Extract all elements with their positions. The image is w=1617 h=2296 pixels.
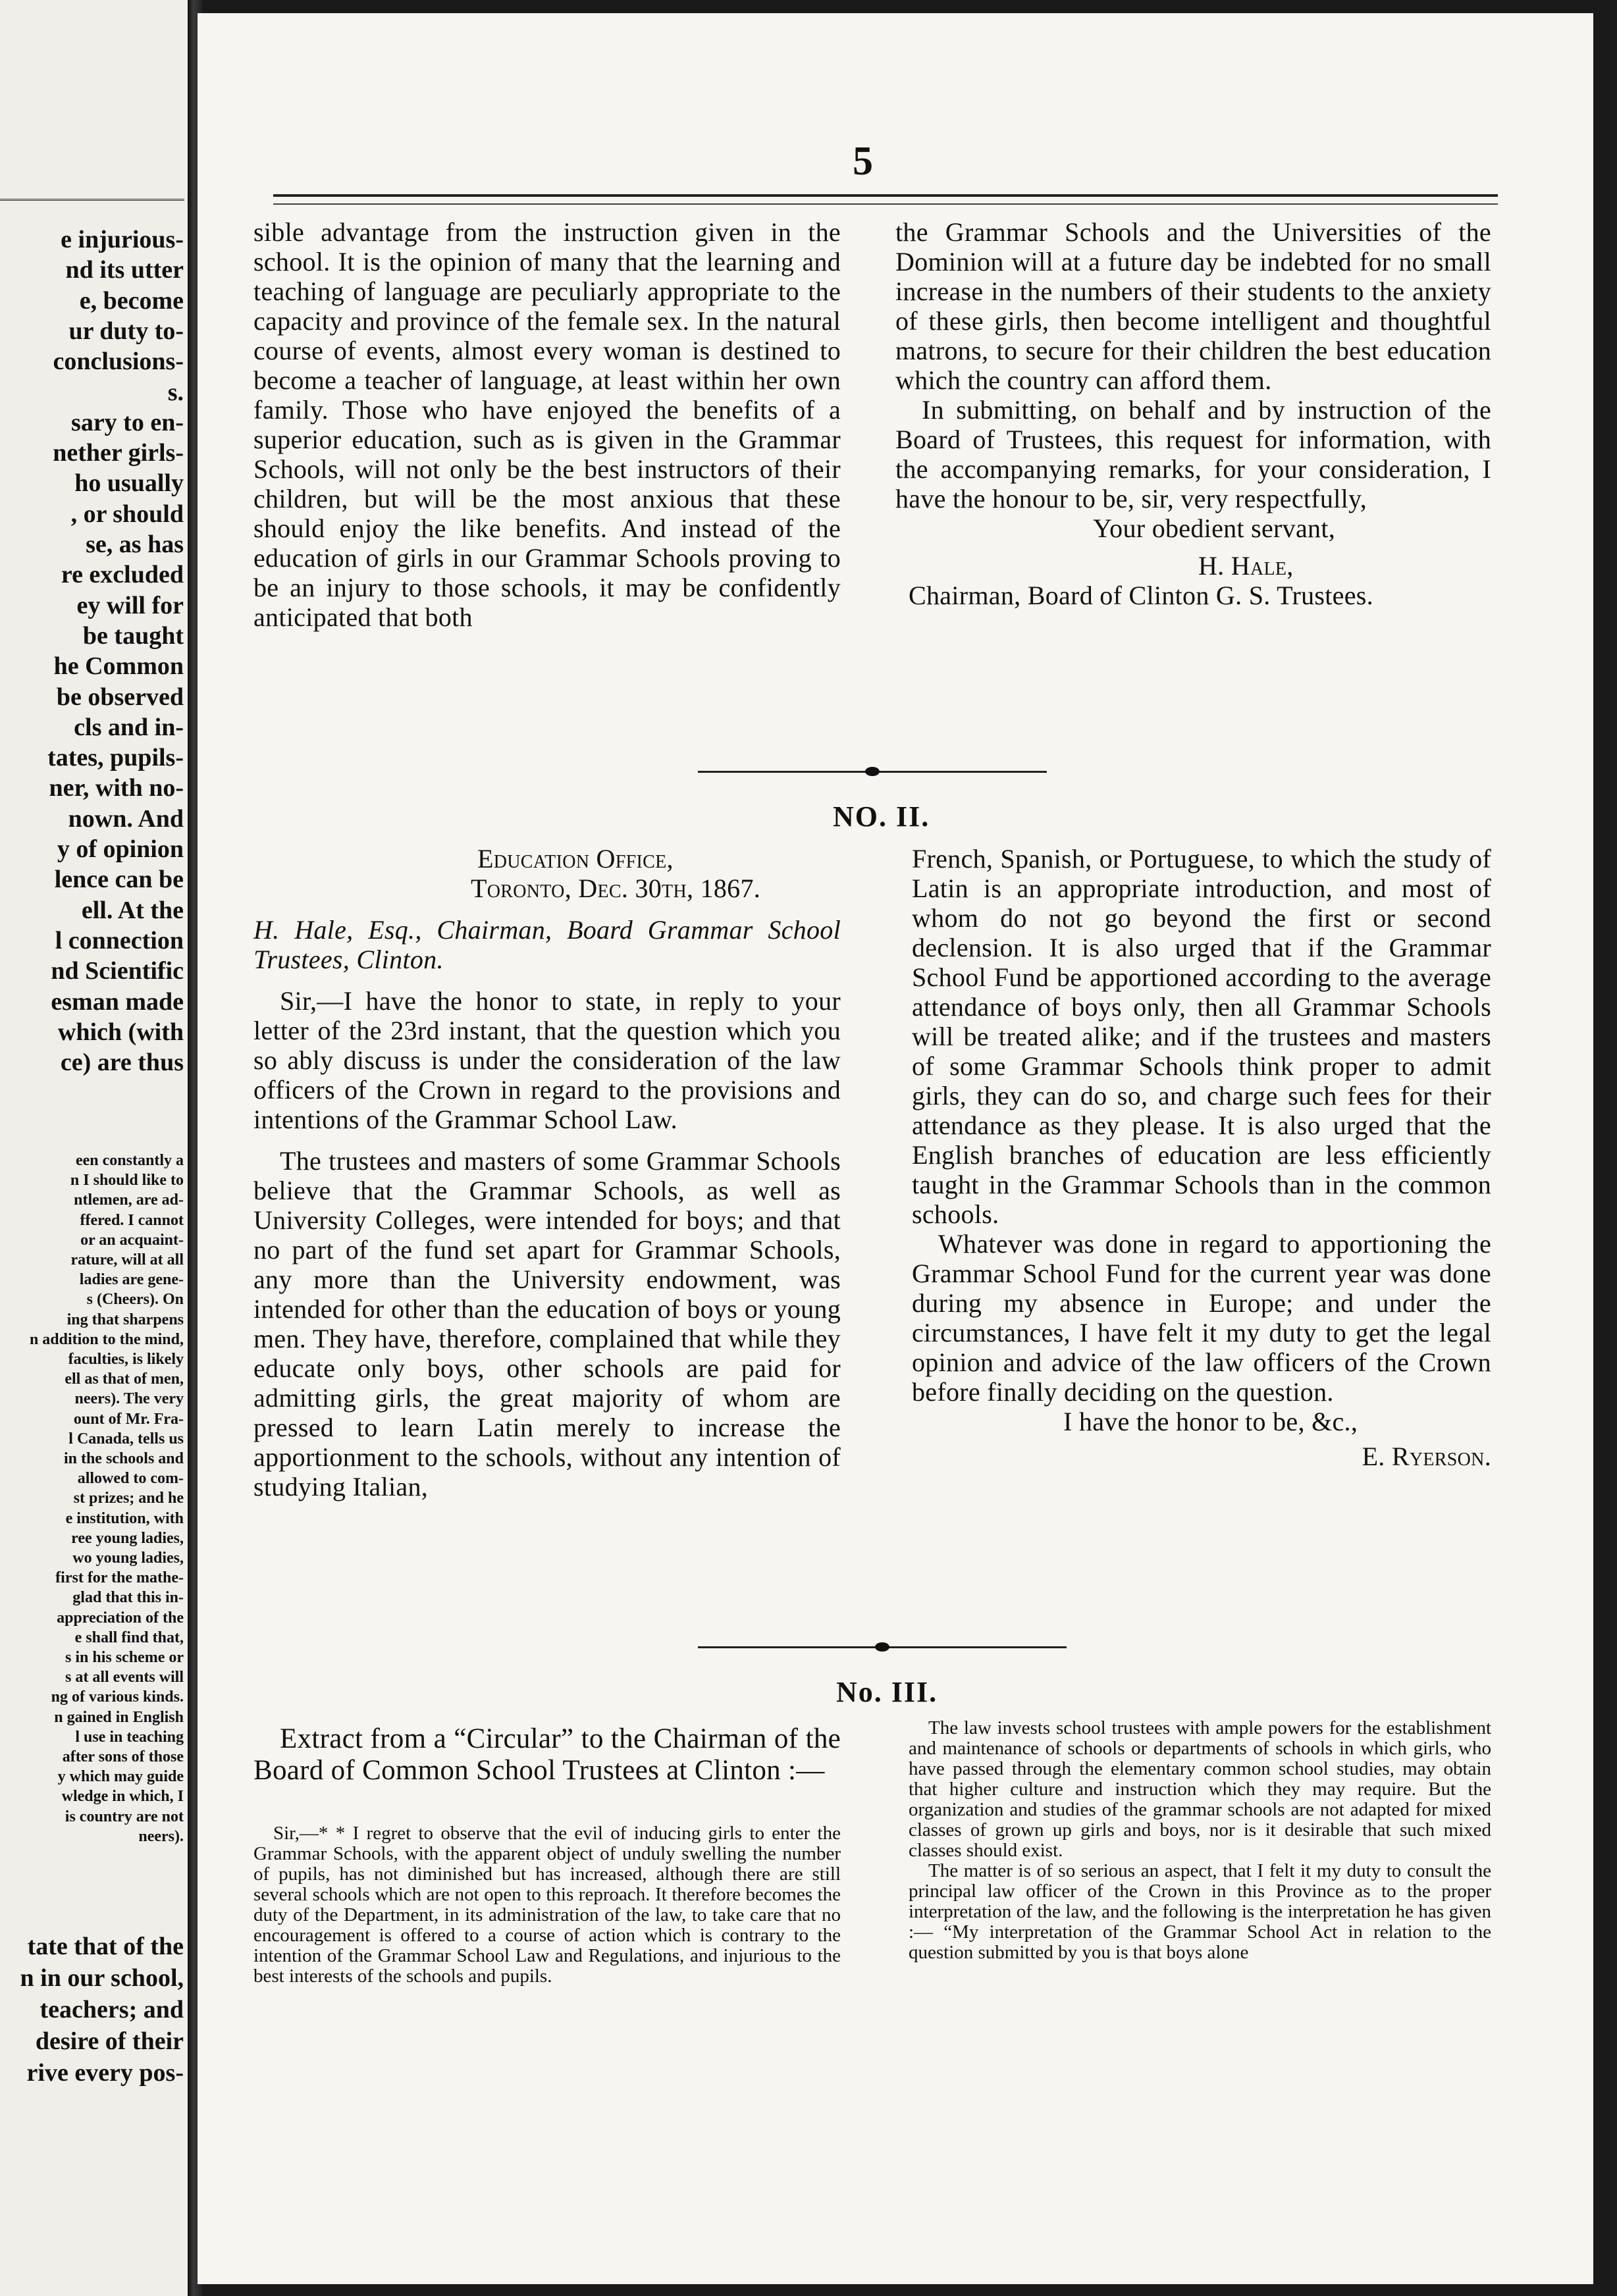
prev-page-line: cls and in-: [74, 713, 184, 741]
prev-page-line: nd Scientific: [51, 957, 184, 985]
prev-page-line: ntlemen, are ad-: [74, 1191, 184, 1209]
prev-page-line: ffered. I cannot: [80, 1211, 184, 1229]
prev-page-line: rature, will at all: [70, 1251, 184, 1268]
prev-page-line: y which may guide: [57, 1768, 184, 1786]
prev-page-line: first for the mathe-: [55, 1569, 184, 1587]
prev-page-line: he Common: [53, 652, 184, 681]
prev-page-line: ree young ladies,: [71, 1529, 184, 1547]
prev-page-line: ner, with no-: [49, 774, 184, 802]
section2-paragraph-1: Sir,—I have the honor to state, in reply to your letter of the 23rd instant, that the question which you so ably discuss is under the consideration of the law officers of the Crown in regard to the provisions and intentions of the Grammar School Law.: [253, 986, 841, 1134]
prev-page-line: s at all events will: [65, 1669, 184, 1686]
prev-page-line: neers).: [138, 1827, 184, 1845]
prev-page-line: ce) are thus: [60, 1049, 184, 1077]
prev-page-line: after sons of those: [62, 1748, 184, 1765]
prev-page-line: nd its utter: [65, 256, 184, 284]
prev-page-line: e institution, with: [65, 1509, 184, 1527]
prev-page-line: se, as has: [86, 531, 184, 558]
prev-page-line: nether girls-: [53, 439, 184, 467]
section3-left-smallprint: [253, 1823, 841, 1987]
prev-page-line: n I should like to: [70, 1172, 184, 1189]
circular-extract-title: Extract from a “Circular” to the Chairman of the Board of Common School Trustees at Clinton :—: [253, 1723, 841, 1786]
prev-page-line: tates, pupils-: [47, 744, 184, 772]
section2-heading: NO. II.: [833, 800, 930, 833]
prev-page-rule: [0, 199, 184, 201]
section2-left-column: [253, 844, 841, 1501]
page-number: 5: [853, 139, 873, 184]
prev-page-line: which (with: [57, 1018, 184, 1046]
prev-page-line: appreciation of the: [57, 1609, 184, 1627]
prev-page-line: ell. At the: [81, 896, 184, 924]
prev-page-line: s in his scheme or: [65, 1649, 184, 1666]
prev-page-line: ng of various kinds.: [51, 1688, 184, 1706]
letter-date: Toronto, Dec. 30th, 1867.: [471, 874, 761, 903]
prev-page-line: tate that of the: [27, 1933, 184, 1960]
section2-paragraph-3: French, Spanish, or Portuguese, to which the study of Latin is an appropriate introduction, and most of whom do not go beyond the first or second declension. It is also urged that if the Grammar School Fund be apportioned according to the average attendance of boys only, then all Grammar Schools will be treated alike; and if the trustees and masters of some Grammar Schools think proper to admit girls, they can do so, and charge such fees for their attendance as they please. It is also urged that the English branches of education are less efficiently taught in the Grammar Schools than in the common schools.: [912, 844, 1491, 1229]
circular-smallprint-right-2: The matter is of so serious an aspect, that I felt it my duty to consult the principal law officer of the Crown in this Province as to the proper interpretation of the law, and the following is the interpretation he has given :— “My interpretation of the Grammar School Act in relation to the question submitted by you is that boys alone: [909, 1860, 1491, 1963]
prev-page-line: ho usually: [74, 469, 184, 498]
prev-page-line: st prizes; and he: [73, 1490, 184, 1507]
prev-page-line: y of opinion: [57, 835, 184, 863]
section-divider-1: [698, 767, 1047, 776]
section2-right-column: [912, 844, 1491, 1471]
section1-right-paragraph-2: In submitting, on behalf and by instruction of the Board of Trustees, this request for information, with the accompanying remarks, for your consideration, I have the honour to be, sir, very respectfully,: [895, 395, 1491, 513]
prev-page-line: l Canada, tells us: [68, 1430, 184, 1448]
prev-page-line: l connection: [55, 926, 184, 954]
prev-page-line: be taught: [82, 621, 184, 650]
prev-page-line: wo young ladies,: [72, 1550, 184, 1567]
prev-page-line: is country are not: [65, 1808, 184, 1825]
prev-page-line: ount of Mr. Fra-: [73, 1410, 184, 1428]
section2-paragraph-2: The trustees and masters of some Grammar Schools believe that the Grammar Schools, as well as University Colleges, were intended for boys; and that no part of the fund set apart for Grammar Schools, any more than the University endowment, was intended for other than the education of boys or young men. They have, therefore, complained that while they educate only boys, other schools are paid for admitting girls, the great majority of whom are pressed to learn Latin merely to increase the apportionment to the schools, without any intention of studying Italian,: [253, 1146, 841, 1501]
letter-signature-hale: H. Hale,: [1198, 551, 1294, 581]
prev-page-line: s (Cheers). On: [86, 1291, 184, 1309]
prev-page-line: glad that this in-: [72, 1589, 184, 1607]
prev-page-line: or an acquaint-: [80, 1231, 184, 1249]
letter-signature-ryerson: E. Ryerson.: [1362, 1442, 1491, 1471]
prev-page-line: lence can be: [54, 866, 184, 894]
prev-page-line: esman made: [51, 987, 184, 1016]
prev-page-line: n gained in English: [54, 1708, 184, 1726]
prev-page-line: e injurious-: [61, 226, 184, 253]
prev-page-line: desire of their: [35, 2027, 184, 2055]
prev-page-line: , or should: [70, 500, 184, 528]
prev-page-line: nown. And: [68, 804, 184, 833]
prev-page-line: faculties, is likely: [68, 1351, 184, 1368]
prev-page-line: wledge in which, I: [61, 1788, 184, 1806]
previous-page-strip: [0, 0, 188, 2296]
section3-heading: No. III.: [836, 1676, 938, 1708]
prev-page-line: conclusions-: [53, 348, 184, 376]
prev-page-line: n addition to the mind,: [29, 1330, 184, 1348]
circular-smallprint-left: Sir,—* * I regret to observe that the evil of inducing girls to enter the Grammar Schools, with the apparent object of unduly swelling the number of pupils, has not diminished but has increased, although there are still several schools which are not open to this reproach. It therefore becomes the duty of the Department, in its administration of the law, to take care that no encouragement is offered to a course of action which is contrary to the intention of the Grammar School Law and Regulations, and injurious to the best interests of the schools and pupils.: [253, 1823, 841, 1987]
education-office-line: Education Office,: [477, 844, 674, 874]
prev-page-line: in the schools and: [63, 1450, 184, 1467]
prev-page-line: sary to en-: [71, 408, 184, 436]
section3-intro: [253, 1723, 841, 1787]
circular-smallprint-right-1: The law invests school trustees with ample powers for the establishment and maintenance of schools or departments of schools in which girls, who have passed through the elementary common school studies, may obtain that higher culture and instruction which they may require. But the organization and studies of the grammar schools are not adapted for mixed classes of grown up girls and boys, nor is it desirable that such mixed classes should exist.: [909, 1717, 1491, 1861]
section-divider-2: [698, 1642, 1067, 1652]
section1-left-text: sible advantage from the instruction given in the school. It is the opinion of many that the learning and teaching of language are peculiarly appropriate to the capacity and province of the female sex. In the natural course of events, almost every woman is destined to become a teacher of language, at least within her own family. Those who have enjoyed the benefits of a superior education, such as is given in the Grammar Schools, will not only be the best instructors of their children, but will be the most anxious that these should enjoy the like benefits. And instead of the education of girls in our Grammar Schools proving to be an injury to those schools, it may be confidently anticipated that both: [253, 217, 841, 632]
section1-right-column: [895, 217, 1491, 610]
letter-addressee: H. Hale, Esq., Chairman, Board Grammar School Trustees, Clinton.: [253, 915, 841, 974]
prev-page-line: ell as that of men,: [65, 1370, 184, 1388]
prev-page-line: s.: [167, 378, 184, 406]
prev-page-line: ey will for: [76, 591, 184, 619]
prev-page-line: ing that sharpens: [66, 1311, 184, 1328]
prev-page-line: neers). The very: [74, 1390, 184, 1408]
prev-page-line: een constantly a: [76, 1152, 184, 1169]
letter-closing: Your obedient servant,: [1093, 513, 1336, 543]
prev-page-line: e, become: [79, 286, 184, 315]
prev-page-line: ur duty to-: [68, 317, 184, 345]
prev-page-line: allowed to com-: [77, 1470, 184, 1488]
letter-signature-title: Chairman, Board of Clinton G. S. Trustees.: [909, 581, 1373, 610]
header-rule: [273, 194, 1498, 205]
prev-page-line: rive every pos-: [26, 2059, 184, 2087]
section2-paragraph-4: Whatever was done in regard to apportioning the Grammar School Fund for the current year was done during my absence in Europe; and under the circumstances, I have felt it my duty to get the legal opinion and advice of the law officers of the Crown before finally deciding on the question.: [912, 1229, 1491, 1407]
prev-page-line: be observed: [56, 683, 184, 711]
prev-page-line: e shall find that,: [74, 1629, 184, 1646]
prev-page-line: teachers; and: [40, 1996, 184, 2023]
prev-page-line: ladies are gene-: [79, 1271, 184, 1289]
section2-closing: I have the honor to be, &c.,: [1063, 1407, 1358, 1436]
section1-right-paragraph-1: the Grammar Schools and the Universities of the Dominion will at a future day be indebted for no small increase in the numbers of their students to the anxiety of these girls, then become intelligent and thoughtful matrons, to secure for their children the best education which the country can afford them.: [895, 217, 1491, 395]
section3-right-smallprint: [909, 1718, 1491, 1963]
prev-page-line: l use in teaching: [75, 1728, 184, 1746]
section1-left-column: [253, 217, 841, 632]
prev-page-line: re excluded: [61, 561, 184, 589]
prev-page-line: n in our school,: [20, 1964, 184, 1992]
